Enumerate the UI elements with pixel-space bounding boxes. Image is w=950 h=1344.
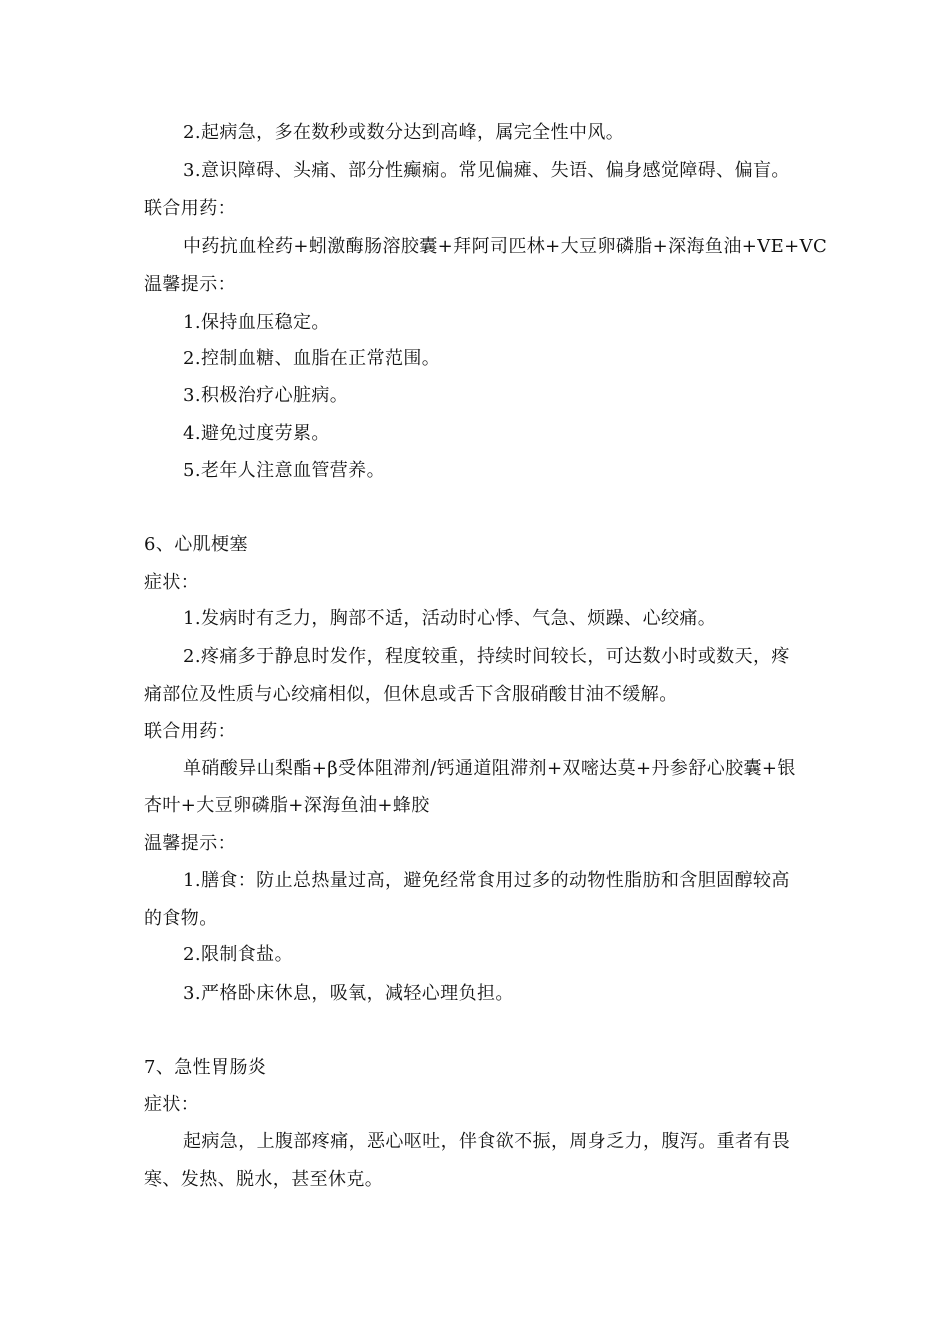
stroke-symptom-3: 3.意识障碍、头痛、部分性癫痫。常见偏瘫、失语、偏身感觉障碍、偏盲。 bbox=[183, 160, 790, 181]
stroke-tips-label: 温馨提示： bbox=[144, 274, 236, 295]
stroke-tip-3: 3.积极治疗心脏病。 bbox=[183, 385, 349, 406]
section-6-tip-1-line-1: 1.膳食：防止总热量过高，避免经常食用过多的动物性脂肪和含胆固醇较高 bbox=[183, 870, 790, 891]
section-6-tips-label: 温馨提示： bbox=[144, 833, 236, 854]
section-6-medication-line-2: 杏叶+大豆卵磷脂+深海鱼油+蜂胶 bbox=[144, 795, 430, 816]
section-6-symptom-2-line-2: 痛部位及性质与心绞痛相似，但休息或舌下含服硝酸甘油不缓解。 bbox=[144, 684, 678, 705]
section-7-symptom-line-2: 寒、发热、脱水，甚至休克。 bbox=[144, 1169, 384, 1190]
stroke-tip-2: 2.控制血糖、血脂在正常范围。 bbox=[183, 348, 441, 369]
stroke-tip-4: 4.避免过度劳累。 bbox=[183, 423, 330, 444]
section-6-tip-1-line-2: 的食物。 bbox=[144, 908, 218, 929]
section-6-symptoms-label: 症状： bbox=[144, 572, 200, 593]
section-6-title: 6、心肌梗塞 bbox=[144, 534, 248, 555]
section-6-tip-2: 2.限制食盐。 bbox=[183, 944, 293, 965]
section-7-symptom-line-1: 起病急，上腹部疼痛，恶心呕吐，伴食欲不振，周身乏力，腹泻。重者有畏 bbox=[183, 1131, 791, 1152]
stroke-medication-label: 联合用药： bbox=[144, 198, 236, 219]
stroke-medication: 中药抗血栓药+蚓激酶肠溶胶囊+拜阿司匹林+大豆卵磷脂+深海鱼油+VE+VC bbox=[183, 236, 828, 257]
section-6-medication-line-1: 单硝酸异山梨酯+β受体阻滞剂/钙通道阻滞剂+双嘧达莫+丹参舒心胶囊+银 bbox=[183, 758, 796, 779]
section-7-title: 7、急性胃肠炎 bbox=[144, 1057, 267, 1078]
section-6-medication-label: 联合用药： bbox=[144, 721, 236, 742]
section-7-symptoms-label: 症状： bbox=[144, 1094, 200, 1115]
stroke-symptom-2: 2.起病急，多在数秒或数分达到高峰，属完全性中风。 bbox=[183, 122, 625, 143]
stroke-tip-5: 5.老年人注意血管营养。 bbox=[183, 460, 385, 481]
stroke-tip-1: 1.保持血压稳定。 bbox=[183, 312, 330, 333]
section-6-tip-3: 3.严格卧床休息，吸氧，减轻心理负担。 bbox=[183, 983, 514, 1004]
section-6-symptom-2-line-1: 2.疼痛多于静息时发作，程度较重，持续时间较长，可达数小时或数天，疼 bbox=[183, 646, 790, 667]
section-6-symptom-1: 1.发病时有乏力，胸部不适，活动时心悸、气急、烦躁、心绞痛。 bbox=[183, 608, 717, 629]
